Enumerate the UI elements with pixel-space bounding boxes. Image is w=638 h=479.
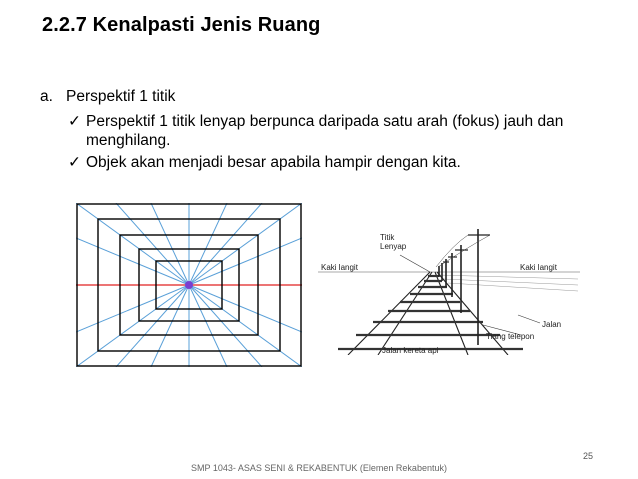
kaki-langit-right-label: Kaki langit <box>520 263 557 272</box>
check-icon: ✓ <box>68 113 81 130</box>
bullet-2 <box>68 153 568 172</box>
jalan-kereta-api-label: Jalan kereta api <box>382 346 439 355</box>
titik-lenyap-label-1: Titik <box>380 233 395 242</box>
page-number: 25 <box>583 451 594 461</box>
bullet-2-text: Objek akan menjadi besar apabila hampir dengan kita. <box>86 154 461 171</box>
one-point-perspective-grid <box>76 203 302 367</box>
tiang-telepon-label: Tiang telepon <box>486 332 535 341</box>
kaki-langit-left-label: Kaki langit <box>321 263 358 272</box>
railway-perspective-sketch <box>318 215 580 355</box>
check-icon: ✓ <box>68 154 81 171</box>
titik-lenyap-label-2: Lenyap <box>380 242 407 251</box>
footer-text: SMP 1043- ASAS SENI & REKABENTUK (Elemen Rekabentuk) <box>191 463 447 473</box>
jalan-label: Jalan <box>542 320 562 329</box>
list-item-a <box>40 88 175 106</box>
slide-title: 2.2.7 Kenalpasti Jenis Ruang <box>42 14 321 36</box>
bullet-1 <box>68 112 588 150</box>
item-label: Perspektif 1 titik <box>66 88 176 105</box>
bullet-1-text: Perspektif 1 titik lenyap berpunca daripada satu arah (fokus) jauh dan menghilang. <box>86 113 564 149</box>
item-marker: a. <box>40 88 53 105</box>
